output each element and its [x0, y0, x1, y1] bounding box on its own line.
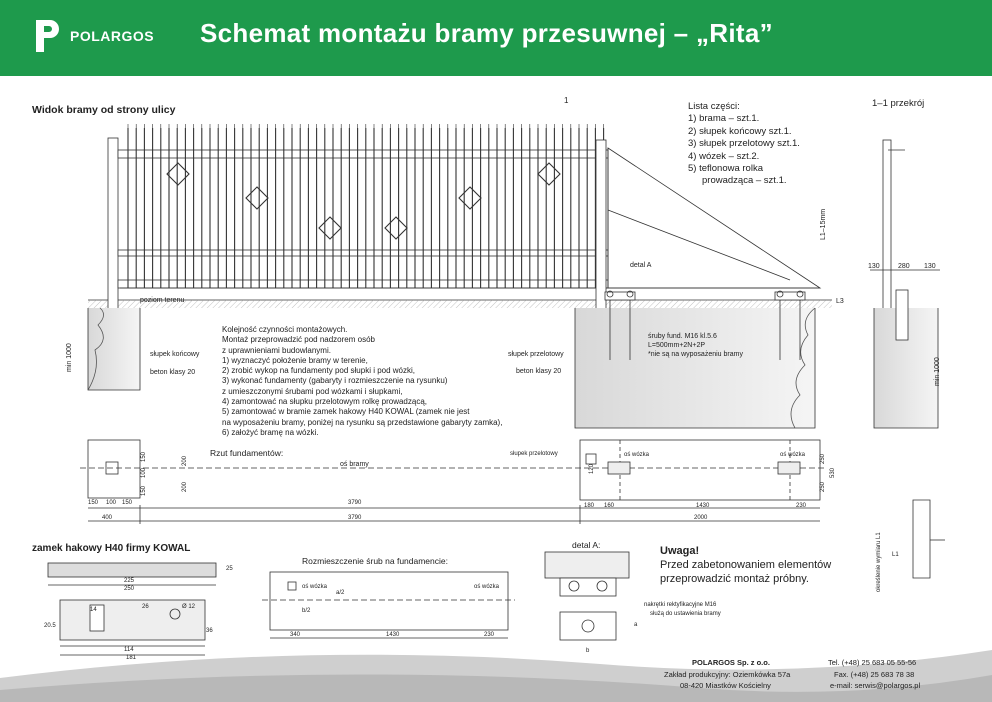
- instruction-line: 3) wykonać fundamenty (gabaryty i rozmieszczenie na rysunku): [222, 376, 448, 386]
- detail-a-title: detal A:: [572, 540, 601, 550]
- lock-dim-181: 181: [126, 655, 137, 661]
- plan-dim-150b: 150: [122, 500, 133, 506]
- lock-dim-250: 250: [124, 586, 135, 592]
- instruction-line: 1) wyznaczyć położenie bramy w terenie,: [222, 355, 368, 365]
- trolley-axis-label: oś wózka: [624, 452, 650, 458]
- bolt-b-half: b/2: [302, 608, 311, 614]
- trolley-axis-label-2: oś wózka: [780, 452, 806, 458]
- lock-dim-225: 225: [124, 578, 135, 584]
- nuts-note: służą do ustawienia bramy: [650, 611, 721, 617]
- instruction-line: 5) zamontować w bramie zamek hakowy H40 KOWAL (zamek nie jest: [222, 407, 470, 417]
- instruction-line: na wyposażeniu bramy, poniżej na rysunku są przedstawione gabaryty zamka),: [222, 417, 503, 427]
- bolt-axis-1: oś wózka: [302, 584, 328, 590]
- company-address-1: Zakład produkcyjny: Oziemkówka 57a: [664, 670, 791, 679]
- parts-item: 4) wózek – szt.2.: [688, 150, 760, 162]
- instruction-line: z uprawnieniami budowlanymi.: [222, 345, 331, 355]
- plan-dim-100: 100: [106, 500, 117, 506]
- bolts-label: śruby fund. M16 kl.5.6: [648, 333, 717, 340]
- plan-v-530: 530: [830, 467, 836, 478]
- bolt-dim-230: 230: [484, 632, 495, 638]
- plan-dim-1430: 1430: [696, 503, 710, 509]
- company-address-2: 08-420 Miastków Kościelny: [680, 681, 771, 690]
- bolt-dim-1430: 1430: [386, 632, 400, 638]
- street-view-title: Widok bramy od strony ulicy: [32, 104, 176, 116]
- section-title: 1–1 przekrój: [872, 98, 925, 109]
- plan-v-250a: 250: [820, 453, 826, 464]
- lock-dim-20-5: 20.5: [44, 623, 56, 629]
- concrete-label-2: beton klasy 20: [516, 368, 562, 375]
- warning-text-2: przeprowadzić montaż próbny.: [660, 573, 809, 585]
- bolt-axis-2: oś wózka: [474, 584, 500, 590]
- l1-note: określenie wymiaru L1: [876, 532, 882, 592]
- detail-a-b: b: [586, 648, 590, 654]
- parts-title: Lista części:: [688, 101, 740, 112]
- lock-dim-25: 25: [226, 566, 233, 572]
- sec-dim-3: 130: [924, 263, 936, 270]
- nuts-label: nakrętki rektyfikacyjne M16: [644, 602, 717, 608]
- instruction-line: 2) zrobić wykop na fundamenty pod słupki i pod wózki,: [222, 366, 415, 376]
- bolt-layout-title: Rozmieszczenie śrub na fundamencie:: [302, 556, 448, 566]
- lock-dim-26: 26: [142, 604, 149, 610]
- bolt-a-half: a/2: [336, 590, 345, 596]
- sec-dim-2: 280: [898, 263, 910, 270]
- bolts-note: *nie są na wyposażeniu bramy: [648, 351, 743, 358]
- lock-dim-14: 14: [90, 607, 97, 613]
- plan-v-100: 100: [141, 467, 147, 478]
- lock-dim-d12: Ø 12: [182, 604, 196, 610]
- foundation-plan-title: Rzut fundamentów:: [210, 448, 284, 458]
- instruction-line: z umieszczonymi śrubami pod wózkami i słupkami,: [222, 386, 403, 396]
- parts-item: 1) brama – szt.1.: [688, 113, 760, 125]
- plan-dim-180: 180: [584, 503, 595, 509]
- brand-name: POLARGOS: [70, 28, 155, 44]
- plan-total-400: 400: [102, 515, 113, 521]
- plan-dim-150a: 150: [88, 500, 99, 506]
- plan-v-200a: 200: [182, 455, 188, 466]
- plan-dim-160: 160: [604, 503, 615, 509]
- sec-dim-1: 130: [868, 263, 880, 270]
- instruction-line: 6) założyć bramę na wózki.: [222, 427, 319, 437]
- plan-v-200b: 200: [182, 481, 188, 492]
- parts-item: prowadząca – szt.1.: [702, 175, 787, 187]
- warning-text-1: Przed zabetonowaniem elementów: [660, 559, 832, 571]
- page-title: Schemat montażu bramy przesuwnej – „Rita”: [200, 18, 773, 48]
- company-fax: Fax. (+48) 25 683 78 38: [834, 670, 915, 679]
- through-post-plan-label: słupek przelotowy: [510, 451, 558, 457]
- lock-dim-114: 114: [124, 647, 134, 653]
- company-email-link[interactable]: e-mail: serwis@polargos.pl: [830, 681, 921, 690]
- parts-item: 2) słupek końcowy szt.1.: [688, 125, 792, 137]
- plan-post-120: 120: [589, 463, 595, 474]
- plan-total-2000: 2000: [694, 515, 708, 521]
- installation-instructions: [222, 325, 502, 438]
- detail-a-marker: detal A: [630, 262, 652, 269]
- company-name: POLARGOS Sp. z o.o.: [692, 658, 770, 667]
- plan-dim-230: 230: [796, 503, 807, 509]
- min-depth-label: min 1000: [66, 343, 73, 372]
- bolt-dim-340: 340: [290, 632, 301, 638]
- ground-level-label: poziom terenu: [140, 297, 185, 304]
- instruction-line: Kolejność czynności montażowych.: [222, 325, 348, 334]
- concrete-label: beton klasy 20: [150, 369, 196, 376]
- plan-total-3790: 3790: [348, 515, 362, 521]
- min-depth-label-2: min 1000: [934, 357, 941, 386]
- plan-v-250b: 250: [820, 481, 826, 492]
- parts-item: 3) słupek przelotowy szt.1.: [688, 138, 800, 150]
- end-post-label: słupek końcowy: [150, 351, 200, 358]
- height-label: L1–15mm: [820, 208, 827, 240]
- lock-dim-36: 36: [206, 628, 213, 634]
- plan-dim-3790: 3790: [348, 500, 362, 506]
- bolts-length: L=500mm+2N+2P: [648, 342, 706, 349]
- gate-axis-label: oś bramy: [340, 461, 369, 468]
- l3-label: L3: [836, 298, 844, 305]
- parts-list: [688, 101, 800, 188]
- through-post-label: słupek przelotowy: [508, 351, 564, 358]
- plan-v-150b: 150: [141, 451, 147, 462]
- company-phone: Tel. (+48) 25 683 05 55-56: [828, 658, 917, 667]
- plan-v-150a: 150: [141, 485, 147, 496]
- instruction-line: Montaż przeprowadzić pod nadzorem osób: [222, 335, 375, 345]
- l1-label: L1: [892, 552, 899, 558]
- lock-title: zamek hakowy H40 firmy KOWAL: [32, 543, 191, 554]
- parts-item: 5) teflonowa rolka: [688, 163, 763, 175]
- instruction-line: 4) zamontować na słupku przelotowym rolkę prowadzącą,: [222, 397, 427, 407]
- detail-a-a: a: [634, 622, 638, 628]
- warning-title: Uwaga!: [660, 545, 700, 557]
- section-marker: 1: [564, 96, 569, 105]
